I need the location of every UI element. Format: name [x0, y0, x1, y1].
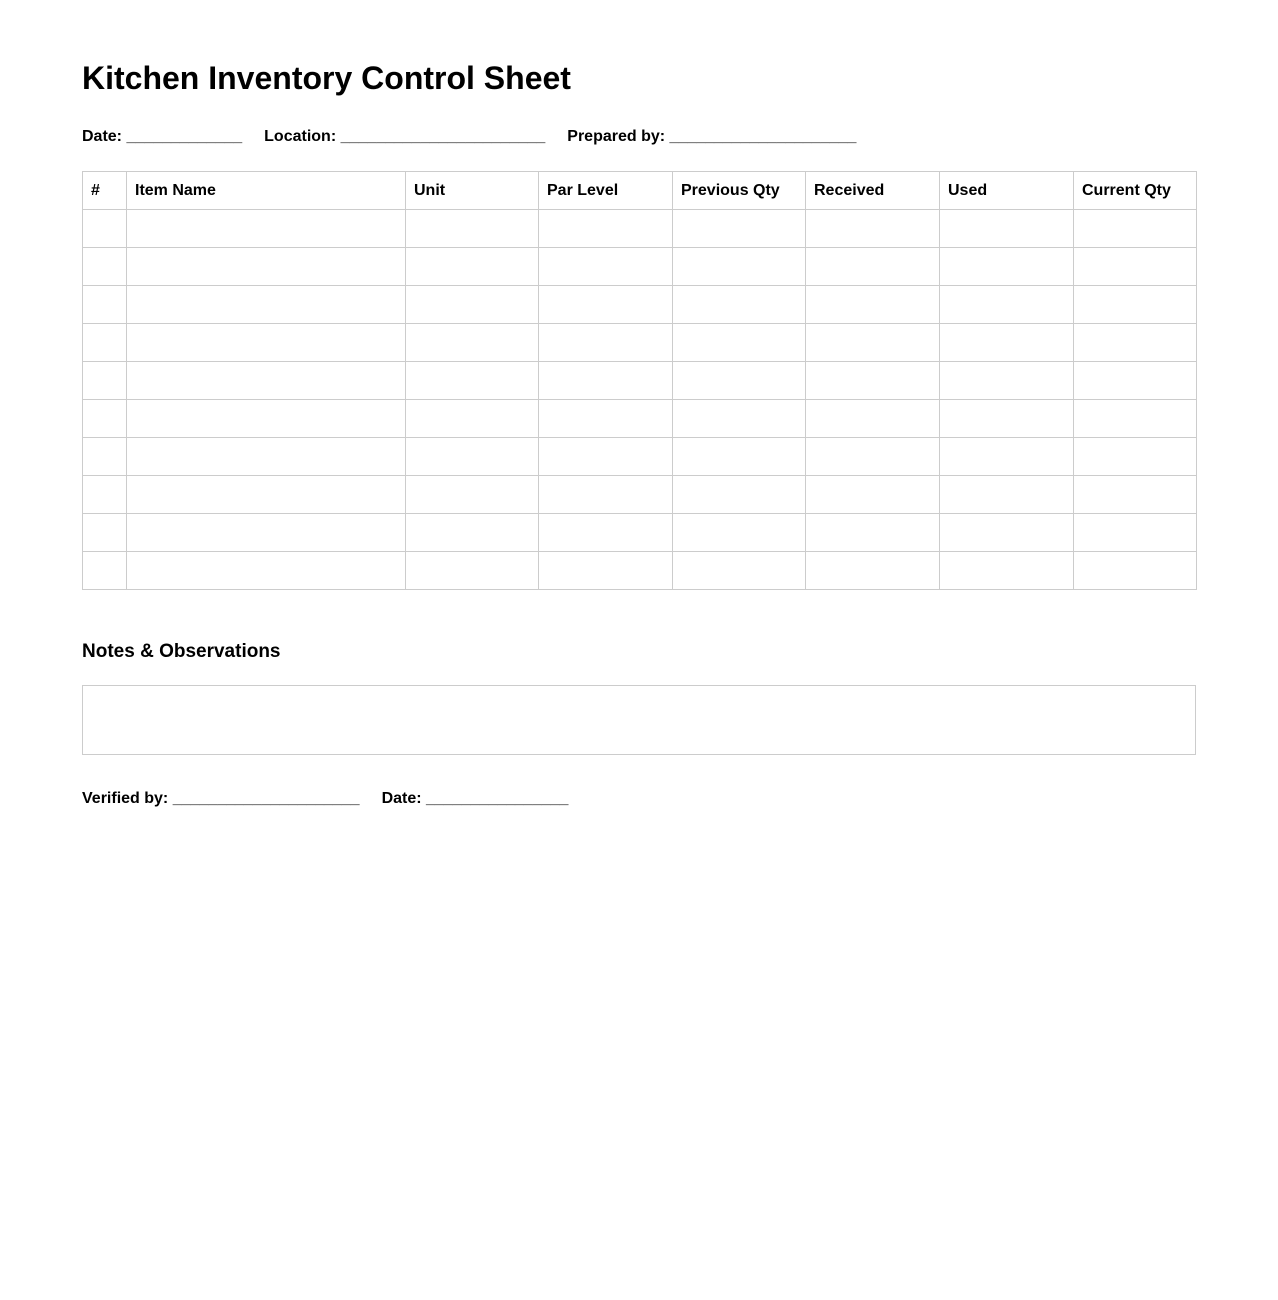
- table-row: [83, 248, 1197, 286]
- cell-number[interactable]: [83, 476, 127, 514]
- cell-par-level[interactable]: [539, 362, 673, 400]
- cell-item-name[interactable]: [127, 210, 406, 248]
- cell-used[interactable]: [940, 248, 1074, 286]
- cell-current-qty[interactable]: [1074, 400, 1197, 438]
- cell-unit[interactable]: [406, 514, 539, 552]
- column-header-received: Received: [806, 172, 940, 210]
- date-blank[interactable]: _____________: [126, 128, 243, 145]
- cell-item-name[interactable]: [127, 552, 406, 590]
- cell-par-level[interactable]: [539, 286, 673, 324]
- column-header-used: Used: [940, 172, 1074, 210]
- page-title: Kitchen Inventory Control Sheet: [82, 60, 571, 96]
- verification-date-label: Date:: [381, 790, 422, 807]
- cell-received[interactable]: [806, 362, 940, 400]
- column-header-par-level: Par Level: [539, 172, 673, 210]
- prepared-by-label: Prepared by:: [567, 128, 666, 145]
- cell-received[interactable]: [806, 286, 940, 324]
- cell-item-name[interactable]: [127, 476, 406, 514]
- cell-item-name[interactable]: [127, 400, 406, 438]
- cell-number[interactable]: [83, 362, 127, 400]
- date-label: Date:: [82, 128, 123, 145]
- cell-number[interactable]: [83, 286, 127, 324]
- inventory-table: [82, 171, 1197, 590]
- cell-received[interactable]: [806, 514, 940, 552]
- cell-unit[interactable]: [406, 324, 539, 362]
- inventory-table-body: [83, 210, 1197, 590]
- cell-unit[interactable]: [406, 400, 539, 438]
- table-row: [83, 400, 1197, 438]
- verification-date-blank[interactable]: ________________: [426, 790, 569, 807]
- cell-number[interactable]: [83, 324, 127, 362]
- cell-previous-qty[interactable]: [673, 400, 806, 438]
- column-header-previous-qty: Previous Qty: [673, 172, 806, 210]
- prepared-by-blank[interactable]: _____________________: [669, 128, 857, 145]
- cell-received[interactable]: [806, 552, 940, 590]
- cell-previous-qty[interactable]: [673, 248, 806, 286]
- cell-used[interactable]: [940, 514, 1074, 552]
- cell-item-name[interactable]: [127, 286, 406, 324]
- cell-item-name[interactable]: [127, 514, 406, 552]
- column-header-item-name: Item Name: [127, 172, 406, 210]
- cell-used[interactable]: [940, 552, 1074, 590]
- header-fields: [82, 127, 856, 147]
- cell-item-name[interactable]: [127, 248, 406, 286]
- cell-used[interactable]: [940, 400, 1074, 438]
- cell-received[interactable]: [806, 210, 940, 248]
- cell-unit[interactable]: [406, 210, 539, 248]
- cell-used[interactable]: [940, 362, 1074, 400]
- cell-unit[interactable]: [406, 476, 539, 514]
- cell-item-name[interactable]: [127, 324, 406, 362]
- cell-current-qty[interactable]: [1074, 324, 1197, 362]
- cell-number[interactable]: [83, 514, 127, 552]
- column-header-current-qty: Current Qty: [1074, 172, 1197, 210]
- footer-fields: [82, 789, 568, 809]
- cell-received[interactable]: [806, 248, 940, 286]
- cell-received[interactable]: [806, 400, 940, 438]
- cell-par-level[interactable]: [539, 476, 673, 514]
- cell-previous-qty[interactable]: [673, 362, 806, 400]
- cell-par-level[interactable]: [539, 552, 673, 590]
- cell-number[interactable]: [83, 438, 127, 476]
- cell-used[interactable]: [940, 476, 1074, 514]
- verified-by-field[interactable]: [82, 789, 360, 809]
- verification-date-field[interactable]: [382, 789, 569, 809]
- cell-par-level[interactable]: [539, 248, 673, 286]
- table-row: [83, 514, 1197, 552]
- table-row: [83, 210, 1197, 248]
- cell-current-qty[interactable]: [1074, 210, 1197, 248]
- notes-section-title: Notes & Observations: [82, 641, 281, 662]
- cell-current-qty[interactable]: [1074, 438, 1197, 476]
- cell-previous-qty[interactable]: [673, 286, 806, 324]
- table-row: [83, 324, 1197, 362]
- location-field[interactable]: [264, 127, 545, 147]
- cell-current-qty[interactable]: [1074, 514, 1197, 552]
- cell-current-qty[interactable]: [1074, 552, 1197, 590]
- table-row: [83, 286, 1197, 324]
- notes-textarea[interactable]: [82, 685, 1196, 755]
- cell-number[interactable]: [83, 552, 127, 590]
- cell-number[interactable]: [83, 400, 127, 438]
- cell-unit[interactable]: [406, 362, 539, 400]
- column-header-number: #: [83, 172, 127, 210]
- column-header-unit: Unit: [406, 172, 539, 210]
- table-row: [83, 438, 1197, 476]
- cell-unit[interactable]: [406, 248, 539, 286]
- table-row: [83, 476, 1197, 514]
- cell-current-qty[interactable]: [1074, 362, 1197, 400]
- cell-used[interactable]: [940, 324, 1074, 362]
- cell-current-qty[interactable]: [1074, 286, 1197, 324]
- table-row: [83, 552, 1197, 590]
- cell-received[interactable]: [806, 438, 940, 476]
- table-row: [83, 362, 1197, 400]
- cell-par-level[interactable]: [539, 438, 673, 476]
- cell-unit[interactable]: [406, 552, 539, 590]
- cell-par-level[interactable]: [539, 210, 673, 248]
- cell-used[interactable]: [940, 286, 1074, 324]
- location-label: Location:: [264, 128, 337, 145]
- cell-previous-qty[interactable]: [673, 514, 806, 552]
- cell-used[interactable]: [940, 438, 1074, 476]
- verified-by-label: Verified by:: [82, 790, 169, 807]
- location-blank[interactable]: _______________________: [340, 128, 546, 145]
- cell-number[interactable]: [83, 248, 127, 286]
- cell-unit[interactable]: [406, 286, 539, 324]
- cell-received[interactable]: [806, 476, 940, 514]
- cell-previous-qty[interactable]: [673, 476, 806, 514]
- date-field[interactable]: [82, 127, 242, 147]
- cell-used[interactable]: [940, 210, 1074, 248]
- cell-par-level[interactable]: [539, 400, 673, 438]
- cell-previous-qty[interactable]: [673, 438, 806, 476]
- cell-item-name[interactable]: [127, 362, 406, 400]
- cell-previous-qty[interactable]: [673, 552, 806, 590]
- cell-number[interactable]: [83, 210, 127, 248]
- cell-received[interactable]: [806, 324, 940, 362]
- cell-par-level[interactable]: [539, 324, 673, 362]
- cell-unit[interactable]: [406, 438, 539, 476]
- cell-current-qty[interactable]: [1074, 476, 1197, 514]
- cell-item-name[interactable]: [127, 438, 406, 476]
- cell-par-level[interactable]: [539, 514, 673, 552]
- cell-current-qty[interactable]: [1074, 248, 1197, 286]
- cell-previous-qty[interactable]: [673, 324, 806, 362]
- verified-by-blank[interactable]: _____________________: [172, 790, 360, 807]
- cell-previous-qty[interactable]: [673, 210, 806, 248]
- table-header-row: [83, 172, 1197, 210]
- prepared-by-field[interactable]: [567, 127, 856, 147]
